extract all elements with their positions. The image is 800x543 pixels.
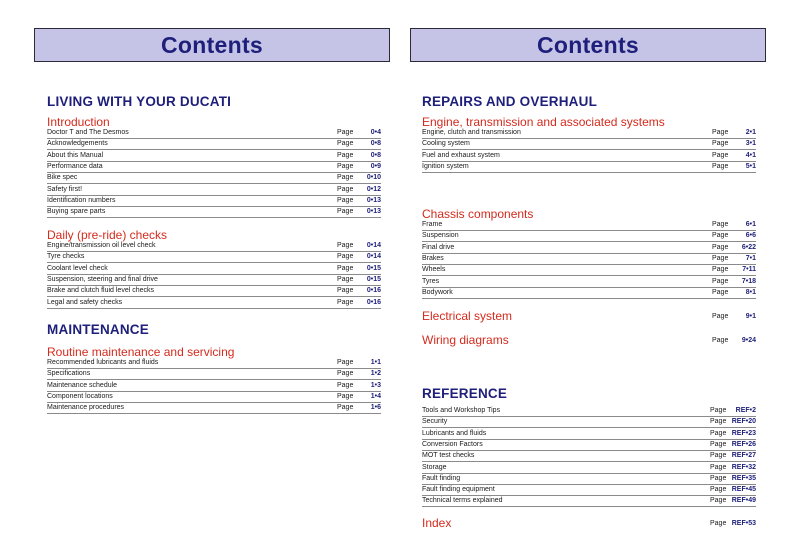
entry-title: Brakes bbox=[422, 254, 444, 262]
page-number: 1•2 bbox=[370, 370, 381, 378]
page-number: 8•1 bbox=[745, 288, 756, 296]
toc-entry[interactable] bbox=[422, 495, 756, 507]
toc-entry[interactable] bbox=[422, 127, 756, 139]
page-label: Page bbox=[337, 392, 354, 400]
page-number: 5•1 bbox=[745, 162, 756, 170]
page-number: 0•12 bbox=[366, 185, 381, 193]
page-label: Page bbox=[710, 429, 727, 437]
toc-entry[interactable] bbox=[47, 357, 381, 369]
page-label: Page bbox=[710, 418, 727, 426]
section-title-chassis: Chassis components bbox=[422, 207, 534, 221]
entry-title: Engine, clutch and transmission bbox=[422, 129, 521, 136]
page-label: Page bbox=[337, 264, 354, 272]
entry-title: Fuel and exhaust system bbox=[422, 151, 500, 159]
page-number: 1•1 bbox=[370, 359, 381, 366]
toc-entry[interactable] bbox=[422, 242, 756, 254]
page-number: 0•15 bbox=[366, 264, 381, 272]
toc-entry[interactable] bbox=[47, 402, 381, 414]
page-number: 0•8 bbox=[370, 140, 381, 148]
entry-title: Security bbox=[422, 418, 448, 426]
entry-title: Specifications bbox=[47, 370, 91, 378]
page-number: 0•4 bbox=[370, 129, 381, 136]
toc-entry[interactable] bbox=[47, 127, 381, 139]
page-label: Page bbox=[337, 381, 354, 389]
page-label: Page bbox=[337, 287, 354, 295]
entry-title: Cooling system bbox=[422, 140, 470, 148]
entry-title: Maintenance schedule bbox=[47, 381, 118, 389]
entry-title: Suspension, steering and final drive bbox=[47, 275, 158, 283]
page-label: Page bbox=[710, 407, 727, 414]
entry-title: Fault finding bbox=[422, 474, 461, 482]
page-label: Page bbox=[712, 221, 729, 228]
page-number: 0•14 bbox=[366, 242, 381, 249]
entry-title: Bodywork bbox=[422, 288, 453, 296]
page-label: Page bbox=[712, 288, 729, 296]
entry-title: Ignition system bbox=[422, 162, 469, 170]
toc-entry[interactable] bbox=[422, 462, 756, 474]
entry-title: Storage bbox=[422, 463, 447, 471]
toc-entry[interactable] bbox=[47, 172, 381, 184]
section-title-wiring: Wiring diagrams bbox=[422, 333, 509, 347]
page-label: Page bbox=[710, 463, 727, 471]
page-label: Page bbox=[712, 129, 729, 136]
toc-entry[interactable] bbox=[47, 368, 381, 380]
page-label: Page bbox=[710, 452, 727, 460]
page-number: 0•15 bbox=[366, 275, 381, 283]
section-title-daily-checks: Daily (pre-ride) checks bbox=[47, 228, 168, 242]
part-heading-repairs: REPAIRS AND OVERHAUL bbox=[422, 94, 598, 109]
entry-title: Technical terms explained bbox=[422, 497, 503, 505]
toc-entry[interactable] bbox=[47, 138, 381, 150]
toc-entry[interactable] bbox=[47, 184, 381, 196]
entry-title: Safety first! bbox=[47, 185, 83, 193]
page-label: Page bbox=[712, 277, 729, 285]
page-number: 9•24 bbox=[741, 337, 756, 344]
toc-entry[interactable] bbox=[422, 264, 756, 276]
page-number: 1•4 bbox=[370, 392, 381, 400]
toc-entry[interactable] bbox=[47, 297, 381, 309]
page-number: 6•6 bbox=[745, 232, 756, 240]
page-label: Page bbox=[712, 254, 729, 262]
page-number: 0•16 bbox=[366, 298, 381, 306]
entry-title: Legal and safety checks bbox=[47, 298, 123, 306]
right-column bbox=[422, 0, 756, 543]
page-label: Page bbox=[337, 140, 354, 148]
contents-title-right: Contents bbox=[536, 31, 640, 58]
toc-entry[interactable] bbox=[422, 473, 756, 485]
entry-title: Fault finding equipment bbox=[422, 486, 495, 494]
page-number: 1•3 bbox=[370, 381, 381, 389]
toc-entry[interactable] bbox=[422, 138, 756, 150]
page-number: 6•1 bbox=[745, 221, 756, 228]
entry-title: Recommended lubricants and fluids bbox=[47, 359, 159, 366]
page-number: 0•14 bbox=[366, 253, 381, 261]
page-number: REF•53 bbox=[731, 520, 756, 527]
page-label: Page bbox=[337, 174, 354, 182]
toc-entry[interactable] bbox=[422, 230, 756, 242]
page-label: Page bbox=[337, 298, 354, 306]
page-label: Page bbox=[337, 129, 354, 136]
page-number: 0•10 bbox=[366, 174, 381, 182]
entry-title: Component locations bbox=[47, 392, 113, 400]
entry-title: Tools and Workshop Tips bbox=[422, 407, 501, 414]
toc-entry[interactable] bbox=[422, 484, 756, 496]
page-number: REF•32 bbox=[731, 463, 756, 471]
page-label: Page bbox=[712, 266, 729, 274]
page-number: 7•11 bbox=[742, 266, 756, 274]
section-title-routine-maintenance: Routine maintenance and servicing bbox=[47, 345, 235, 359]
section-title-introduction: Introduction bbox=[47, 115, 110, 129]
toc-entry[interactable] bbox=[422, 439, 756, 451]
page-number: 4•1 bbox=[745, 151, 756, 159]
entry-title: Tyres bbox=[422, 277, 440, 285]
page-number: REF•45 bbox=[731, 486, 756, 494]
toc-entry[interactable] bbox=[47, 161, 381, 173]
entry-title: Bike spec bbox=[47, 174, 78, 182]
entry-title: Frame bbox=[422, 221, 443, 228]
page-label: Page bbox=[337, 253, 354, 261]
toc-entry[interactable] bbox=[422, 150, 756, 162]
toc-entry[interactable] bbox=[47, 195, 381, 207]
entry-title: Suspension bbox=[422, 232, 459, 240]
entry-title: Identification numbers bbox=[47, 196, 116, 204]
entry-title: Buying spare parts bbox=[47, 208, 106, 216]
section-title-engine: Engine, transmission and associated systems bbox=[422, 115, 665, 129]
section-title-electrical: Electrical system bbox=[422, 309, 513, 323]
toc-entry[interactable] bbox=[422, 428, 756, 440]
page-label: Page bbox=[712, 140, 729, 148]
page-label: Page bbox=[712, 337, 729, 344]
page-number: REF•2 bbox=[735, 407, 756, 414]
page-label: Page bbox=[710, 486, 727, 494]
page-label: Page bbox=[337, 242, 354, 249]
toc-entry[interactable] bbox=[422, 405, 756, 417]
part-heading-maintenance: MAINTENANCE bbox=[47, 322, 149, 337]
toc-entry[interactable] bbox=[47, 263, 381, 275]
page-label: Page bbox=[337, 404, 354, 412]
left-column bbox=[47, 0, 381, 543]
page-label: Page bbox=[710, 440, 727, 448]
page-number: 6•22 bbox=[741, 243, 756, 251]
toc-entry[interactable] bbox=[422, 219, 756, 231]
toc-entry[interactable] bbox=[47, 240, 381, 252]
entry-title: Acknowledgements bbox=[47, 140, 108, 148]
entry-title: Doctor T and The Desmos bbox=[47, 129, 129, 136]
page-number: REF•35 bbox=[731, 474, 756, 482]
page-label: Page bbox=[710, 497, 727, 505]
toc-entry[interactable] bbox=[422, 161, 756, 173]
entry-title: Final drive bbox=[422, 243, 455, 251]
entry-title: About this Manual bbox=[47, 151, 104, 159]
entry-title: Wheels bbox=[422, 266, 446, 274]
toc-entry-index[interactable] bbox=[422, 518, 756, 529]
page-label: Page bbox=[337, 196, 354, 204]
entry-title: Conversion Factors bbox=[422, 440, 483, 448]
toc-entry[interactable] bbox=[47, 206, 381, 218]
entry-title: Performance data bbox=[47, 162, 103, 170]
entry-title: Lubricants and fluids bbox=[422, 429, 487, 437]
entry-title: Engine/transmission oil level check bbox=[47, 242, 156, 249]
page-number: 7•18 bbox=[741, 277, 756, 285]
toc-entry[interactable] bbox=[47, 150, 381, 162]
toc-entry[interactable] bbox=[422, 416, 756, 428]
toc-entry[interactable] bbox=[47, 274, 381, 286]
toc-entry-wiring[interactable] bbox=[422, 335, 756, 346]
page-label: Page bbox=[712, 232, 729, 240]
page-label: Page bbox=[710, 474, 727, 482]
page-number: 0•16 bbox=[366, 287, 381, 295]
page-label: Page bbox=[337, 162, 354, 170]
page-label: Page bbox=[337, 208, 354, 216]
toc-entry[interactable] bbox=[422, 450, 756, 462]
toc-entry[interactable] bbox=[47, 251, 381, 263]
entry-title: MOT test checks bbox=[422, 452, 475, 460]
toc-entry[interactable] bbox=[47, 285, 381, 297]
page-label: Page bbox=[710, 520, 727, 527]
page-label: Page bbox=[712, 162, 729, 170]
part-heading-living: LIVING WITH YOUR DUCATI bbox=[47, 94, 232, 109]
contents-title-left: Contents bbox=[160, 31, 264, 58]
page-label: Page bbox=[337, 185, 354, 193]
part-heading-reference: REFERENCE bbox=[422, 386, 508, 401]
page-label: Page bbox=[712, 313, 729, 320]
toc-entry[interactable] bbox=[47, 380, 381, 392]
page-number: 9•1 bbox=[745, 313, 756, 320]
page-label: Page bbox=[712, 243, 729, 251]
page-number: 0•8 bbox=[370, 151, 381, 159]
page-label: Page bbox=[337, 275, 354, 283]
toc-entry-electrical[interactable] bbox=[422, 311, 756, 322]
page-number: 7•1 bbox=[745, 254, 756, 262]
entry-title: Tyre checks bbox=[47, 253, 85, 261]
toc-entry[interactable] bbox=[47, 391, 381, 403]
entry-title: Coolant level check bbox=[47, 264, 108, 272]
page-number: REF•27 bbox=[731, 452, 756, 460]
entry-title: Brake and clutch fluid level checks bbox=[47, 287, 154, 295]
page-label: Page bbox=[337, 359, 354, 366]
section-title-index: Index bbox=[422, 516, 452, 530]
page-number: 0•9 bbox=[370, 162, 381, 170]
page-label: Page bbox=[337, 370, 354, 378]
page-label: Page bbox=[712, 151, 729, 159]
page-number: 3•1 bbox=[745, 140, 756, 148]
page-number: REF•26 bbox=[731, 440, 756, 448]
entry-title: Maintenance procedures bbox=[47, 404, 125, 412]
page-label: Page bbox=[337, 151, 354, 159]
toc-entry[interactable] bbox=[422, 287, 756, 299]
page-number: REF•49 bbox=[731, 497, 756, 505]
page-number: REF•20 bbox=[731, 418, 756, 426]
page-number: 2•1 bbox=[745, 129, 756, 136]
page-number: 0•13 bbox=[366, 196, 381, 204]
toc-entry[interactable] bbox=[422, 276, 756, 288]
toc-entry[interactable] bbox=[422, 253, 756, 265]
page-number: REF•23 bbox=[731, 429, 756, 437]
page-number: 1•6 bbox=[370, 404, 381, 412]
page-number: 0•13 bbox=[366, 208, 381, 216]
